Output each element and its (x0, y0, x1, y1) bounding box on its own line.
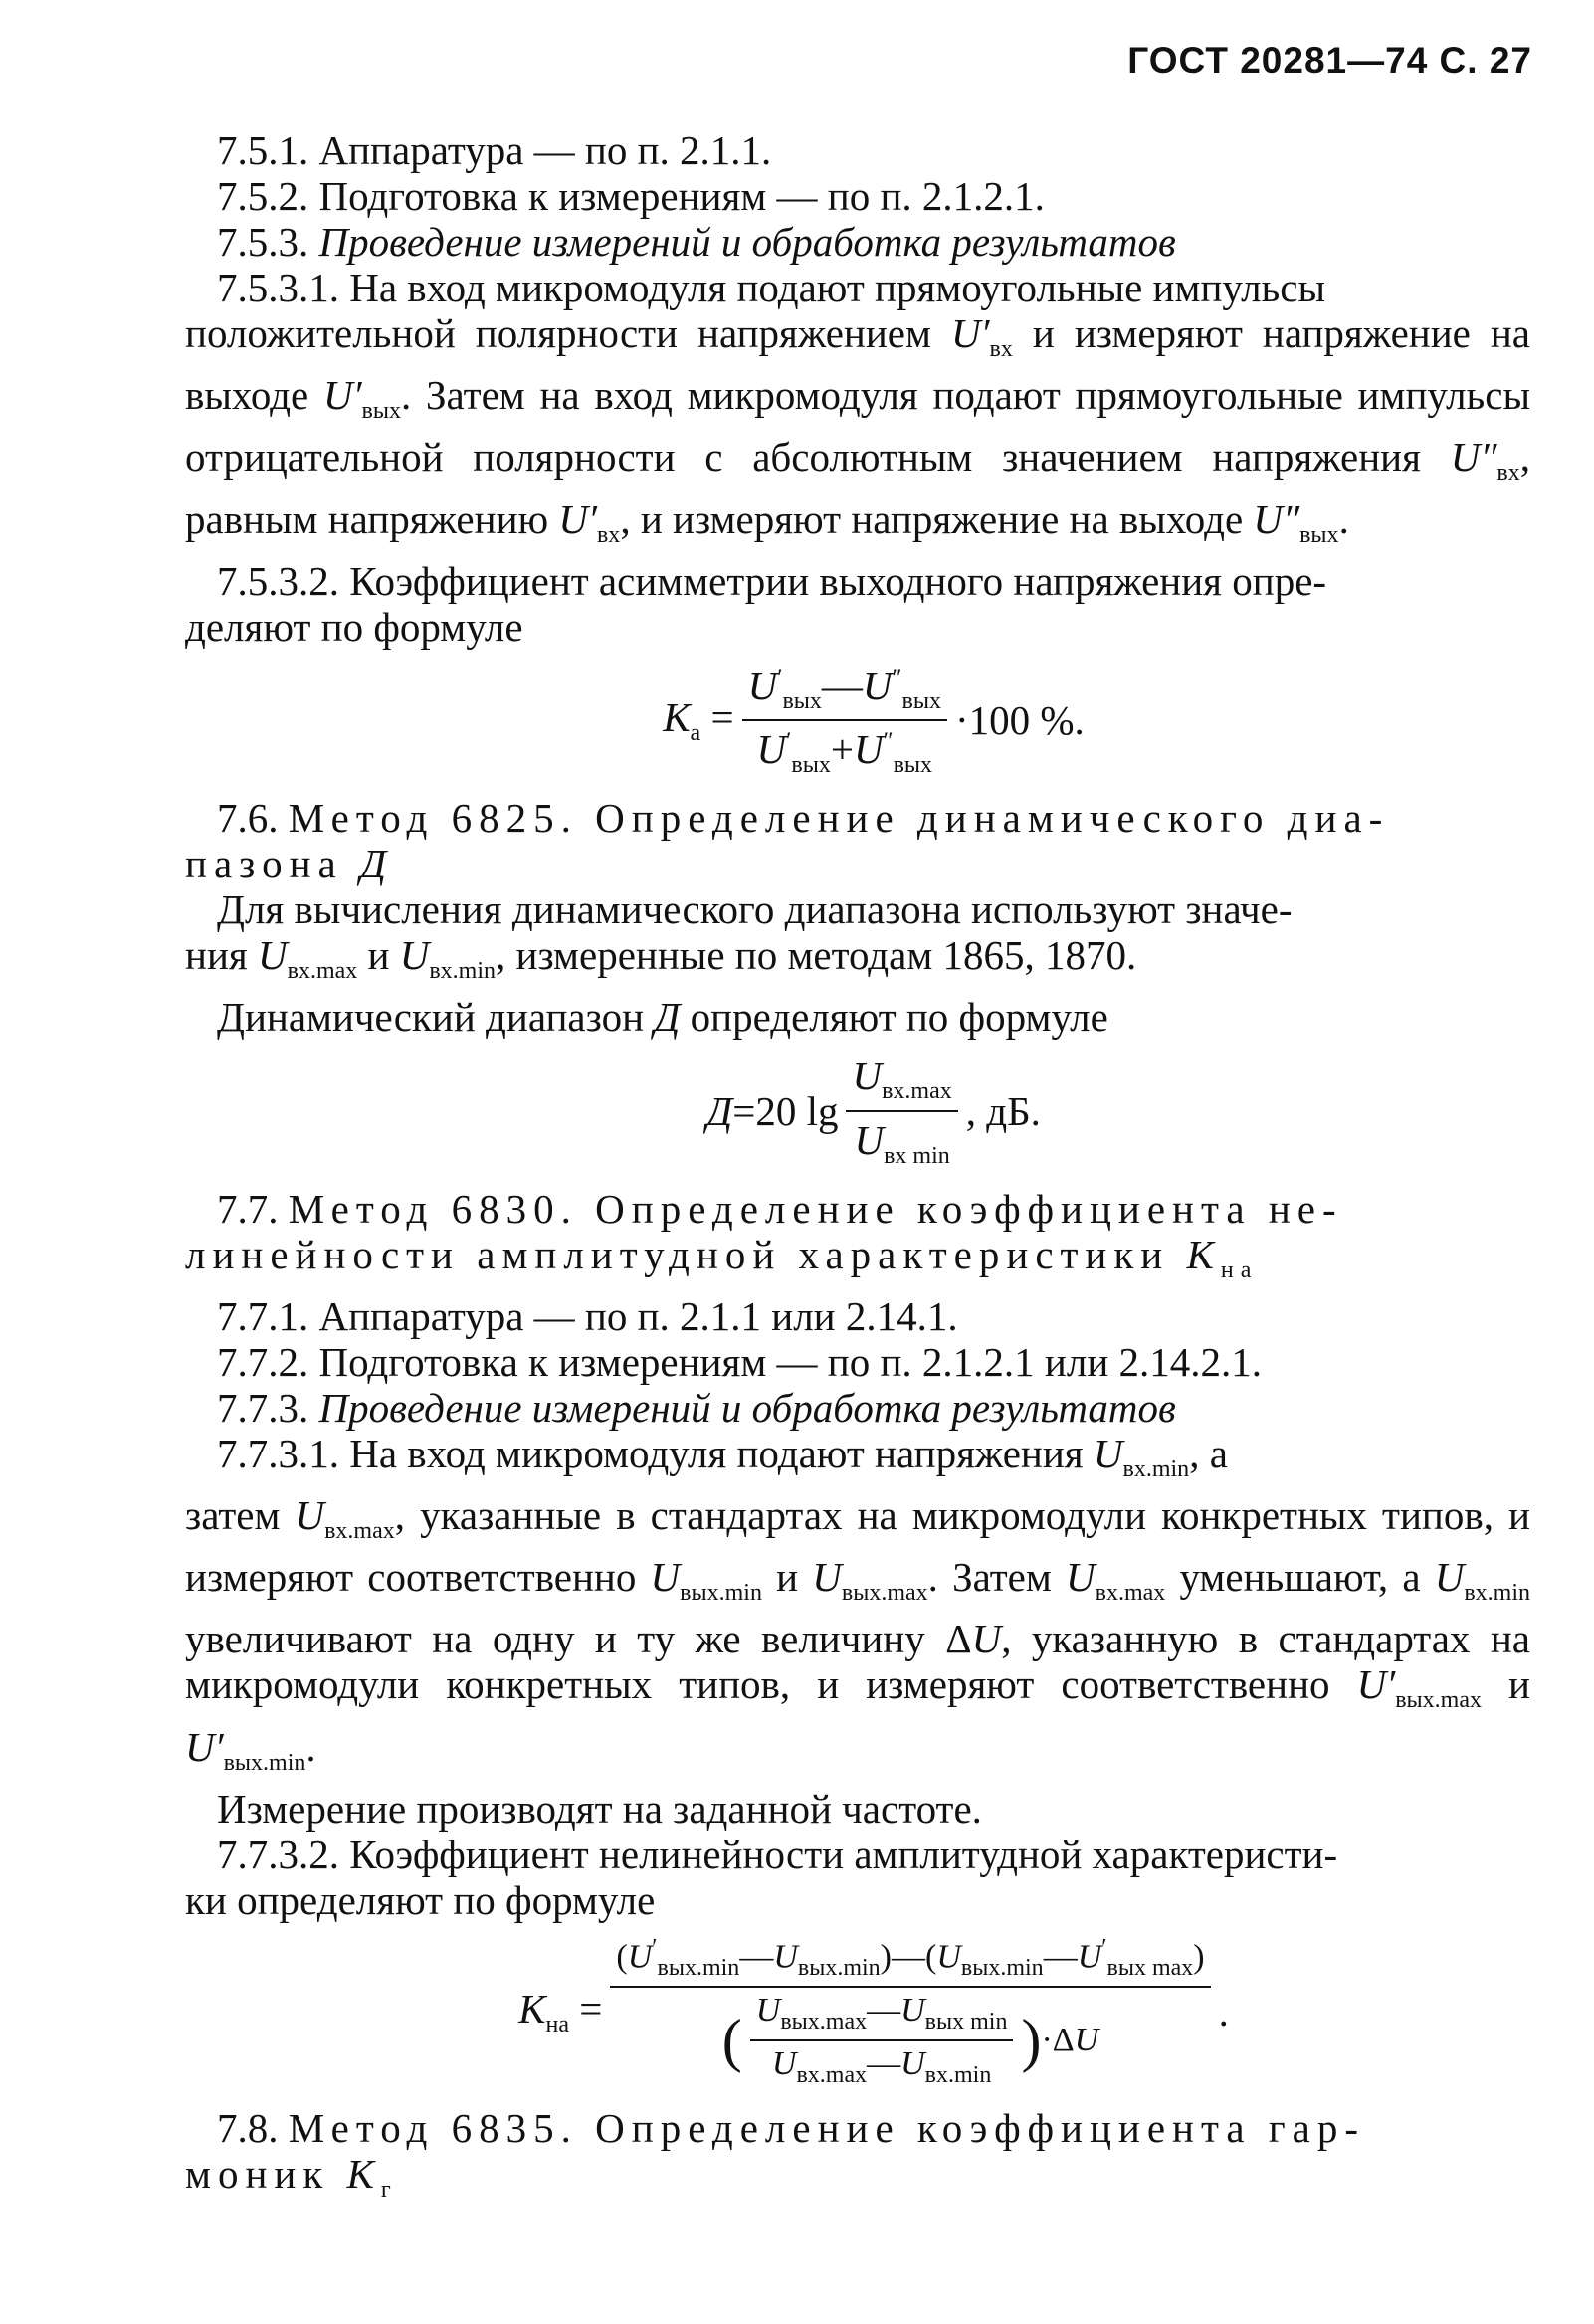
para-7-7-1: 7.7.1. Аппаратура — по п. 2.1.1 или 2.14.1. (217, 1292, 958, 1339)
para-7-7-3-1: 7.7.3.1. На вход микромодуля подают напряжения $U_{вх.min}$, а (217, 1430, 1228, 1483)
para-7-7-3: 7.7.3. Проведение измерений и обработка результатов (217, 1384, 1176, 1431)
para-7-5-1: 7.5.1. Аппаратура — по п. 2.1.1. (217, 127, 772, 173)
para-7-7-cont: линейности амплитудной характеристики $K_{на}$ (185, 1231, 1259, 1283)
para-7-8-cont: моник $K_г$ (185, 2150, 398, 2203)
para-7-5-3-1: 7.5.3.1. На вход микромодуля подают прямоугольные импульсы (217, 265, 1325, 310)
para-7-5-3-2: 7.5.3.2. Коэффициент асимметрии выходного напряжения опре- (217, 557, 1327, 604)
para-7-5-2: 7.5.2. Подготовка к измерениям — по п. 2.1.2.1. (217, 173, 1045, 219)
para-7-7: 7.7. Метод 6830. Определение коэффициента не- (217, 1185, 1343, 1232)
formula-nonlinearity: $K_{на}$ = $(U'_{вых.min}—U_{вых.min})—(U_{вых.min}—U'_{вых max})$ ( $\frac{U_{вых.max}—U_{вых min}}{U_{вх.max}—U_{вх.min}}$ ) ·ΔU . (518, 1934, 1229, 2088)
para-7-8: 7.8. Метод 6835. Определение коэффициента гар- (217, 2104, 1366, 2151)
para-7-6: 7.6. Метод 6825. Определение динамического диа- (217, 795, 1390, 842)
para-7-6-a-cont: ния $U_{вх.max}$ и $U_{вх.min}$, измеренные по методам 1865, 1870. (185, 932, 1137, 985)
page-header: ГОСТ 20281—74 С. 27 (1127, 40, 1532, 81)
para-7-7-3-1-cont: затем $U_{вх.max}$, указанные в стандартах на микромодули конкретных типов, и измеряют соответственно $U_{вых.min}$ и $U_{вых.max}$. Затем $U_{вх.max}$ уменьшают, а $U_{вх.min}$ увеличивают на одну и ту же величину ΔU, указанную в стандартах на микромодули конкретных типов, и измеряют соответственно $U'_{вых.max}$ и $U'_{вых.min}$. (185, 1492, 1531, 1776)
para-7-5-3-1-cont: положительной полярности напряжением $U'_{вх}$ и измеряют напряжение на выходе $U'_{вых}$. Затем на вход микромодуля подают прямоугольные импульсы отрицательной полярности с абсолютным значением напряжения $U''_{вх}$, равным напряжению $U'_{вх}$, и измеряют напряжение на выходе $U''_{вых}$. (185, 310, 1530, 548)
para-7-6-a: Для вычисления динамического диапазона используют значе- (217, 886, 1293, 933)
para-7-7-3-2: 7.7.3.2. Коэффициент нелинейности амплитудной характеристи- (217, 1831, 1338, 1877)
formula-asymmetry: $K_а$ = $\frac{U'_{вых}—U''_{вых}}{U'_{вых}+U''_{вых}}$ ·100 %. (663, 662, 1085, 779)
para-7-6-b: Динамический диапазон Д определяют по формуле (217, 994, 1108, 1041)
para-7-7-2: 7.7.2. Подготовка к измерениям — по п. 2.1.2.1 или 2.14.2.1. (217, 1338, 1263, 1385)
formula-dynamic-range: Д=20 lg $\frac{U_{вх.max}}{U_{вх min}}$ , дБ. (706, 1053, 1041, 1169)
document-body (185, 127, 1531, 2213)
para-7-7-3-1-b: Измерение производят на заданной частоте. (217, 1785, 982, 1832)
para-7-5-3: 7.5.3. Проведение измерений и обработка результатов (217, 219, 1176, 265)
para-7-6-cont: пазона Д (185, 841, 394, 887)
para-7-5-3-2-cont: деляют по формуле (185, 603, 523, 650)
para-7-7-3-2-cont: ки определяют по формуле (185, 1876, 656, 1923)
